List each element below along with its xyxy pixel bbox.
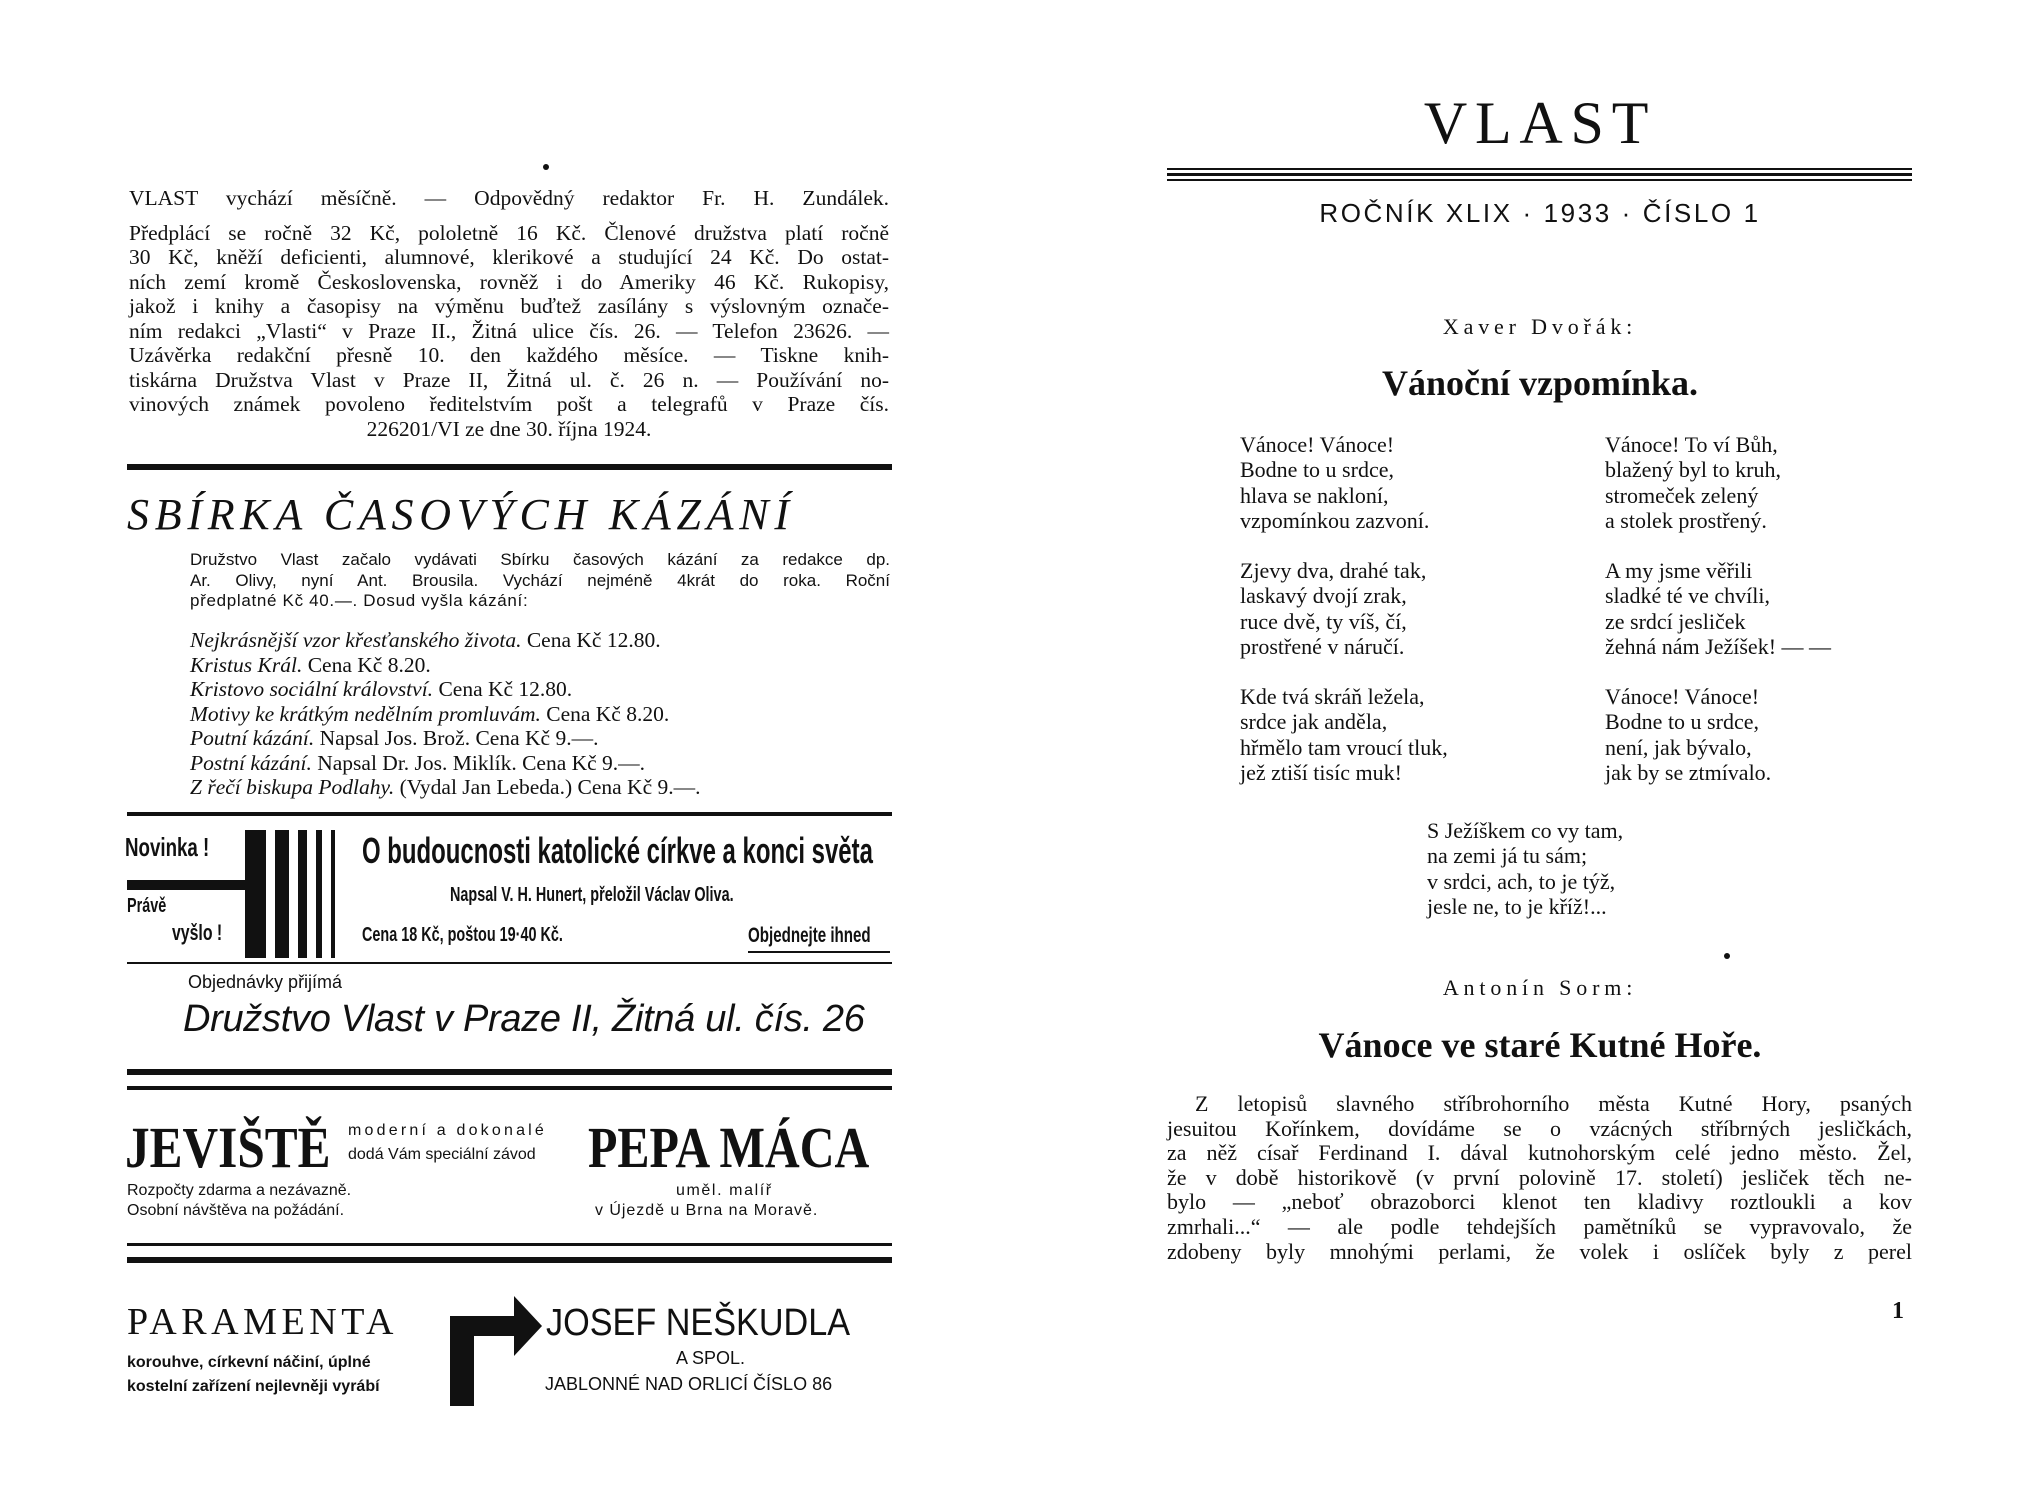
arrow-bar [245, 830, 266, 958]
article-title: Vánoce ve staré Kutné Hoře. [1318, 1025, 1762, 1065]
jeviste-info: uměl. malíř [676, 1182, 773, 1199]
article-author: Antonín Sorm: [1442, 975, 1638, 1000]
arrow-bar [298, 830, 307, 958]
sbirka-item-title: Kristovo sociální království. [190, 677, 434, 701]
sbirka-item-info: Cena Kč 8.20. [540, 701, 670, 726]
divider-rule [127, 1257, 892, 1263]
divider-rule [127, 1069, 892, 1075]
poem-line: Kde tvá skráň ležela, [1240, 684, 1425, 709]
body-line: bylo — „neboť obrazoborci klenot ten kladivy roztloukli a kov [1167, 1189, 1912, 1215]
novinka-book-title: O budoucnosti katolické církve a konci světa [362, 830, 873, 871]
poem-stanza [1240, 558, 1530, 659]
poem-line: blažený byl to kruh, [1605, 457, 1781, 483]
sbirka-item [190, 775, 890, 800]
issue-line: ROČNÍK XLIX · 1933 · ČÍSLO 1 [1319, 198, 1761, 228]
poem-line: Vánoce! Vánoce! [1605, 684, 1760, 709]
poem-line: S Ježíškem co vy tam, [1427, 818, 1624, 843]
arrow-icon [450, 1290, 546, 1406]
sbirka-item-info: (Vydal Jan Lebeda.) Cena Kč 9.—. [394, 775, 701, 799]
paramenta-title: PARAMENTA [127, 1301, 398, 1343]
sbirka-item [190, 653, 890, 678]
paramenta-spol: A SPOL. [676, 1348, 746, 1368]
novinka-order: Objednejte ihned [748, 924, 871, 947]
poem-line: A my jsme věřili [1605, 558, 1753, 583]
poem-line: hřmělo tam vroucí tluk, [1240, 734, 1448, 760]
sbirka-intro-line: předplatné Kč 40.—. Dosud vyšla kázání: [190, 591, 529, 610]
jeviste-subtitle: dodá Vám speciální závod [348, 1146, 536, 1163]
sbirka-item-info: Cena Kč 12.80. [521, 628, 661, 652]
body-line: jesuitou Kořínkem, dovídáme se o vzácných stříbrných jesličkách, [1167, 1115, 1912, 1141]
paramenta-info: kostelní zařízení nejlevněji vyrábí [127, 1378, 380, 1395]
masthead-rule [1167, 168, 1912, 170]
paramenta-info: korouhve, církevní náčiní, úplné [127, 1354, 371, 1371]
body-line: zdobeny byly mnohými perlami, že volek i oslíček byly z perel [1167, 1238, 1912, 1264]
masthead: VLAST [1423, 90, 1657, 156]
sbirka-item [190, 751, 890, 776]
poem-line: Bodne to u srdce, [1605, 709, 1759, 735]
objednavky-label: Objednávky přijímá [188, 972, 343, 992]
poem-line: žehná nám Ježíšek! — — [1605, 633, 1832, 659]
jeviste-title: JEVIŠTĚ [125, 1115, 331, 1180]
sbirka-item-title: Poutní kázání. [190, 726, 315, 750]
paramenta-company: JOSEF NEŠKUDLA [546, 1302, 851, 1344]
imprint-para-line: ních zemí kromě Československa, rovněž i do Ameriky 46 Kč. Rukopisy, [129, 269, 889, 294]
sbirka-item-title: Kristus Král. [190, 652, 303, 677]
novinka-label: Novinka ! [125, 832, 210, 862]
sbirka-item-info: Napsal Jos. Brož. Cena Kč 9.—. [314, 726, 599, 750]
poem-line: sladké té ve chvíli, [1605, 583, 1770, 609]
poem-line: v srdci, ach, to je týž, [1427, 868, 1616, 894]
imprint-para-line: Uzávěrka redakční přesně 10. den každého měsíce. — Tiskne knih- [129, 343, 889, 367]
poem-stanza [1240, 684, 1530, 785]
poem-line: srdce jak anděla, [1240, 709, 1388, 735]
jeviste-info: v Újezdě u Brna na Moravě. [595, 1202, 819, 1219]
masthead-rule [1167, 173, 1912, 176]
imprint-last-line: 226201/VI ze dne 30. října 1924. [366, 416, 652, 441]
poem-line: jak by se ztmívalo. [1605, 759, 1772, 785]
poem-line: vzpomínkou zazvoní. [1240, 507, 1430, 533]
sbirka-item-info: Cena Kč 12.80. [433, 677, 573, 701]
sbirka-item-title: Z řečí biskupa Podlahy. [190, 775, 395, 799]
poem-line: jesle ne, to je kříž!... [1427, 893, 1607, 919]
sbirka-item [190, 628, 890, 653]
body-line: že v době historikově (v první polovině 17. století) jesliček těch ne- [1167, 1164, 1912, 1190]
poem-line: Vánoce! Vánoce! [1240, 432, 1395, 457]
poem-line: Bodne to u srdce, [1240, 457, 1394, 483]
paramenta-address: JABLONNÉ NAD ORLICÍ ČÍSLO 86 [545, 1374, 833, 1394]
poem-line: Vánoce! To ví Bůh, [1605, 432, 1778, 457]
poem-line: jež ztiší tisíc muk! [1240, 759, 1402, 785]
divider-rule [127, 812, 892, 816]
poem-line: Zjevy dva, drahé tak, [1240, 558, 1427, 583]
poem-stanza [1605, 432, 1915, 533]
poem-line: a stolek prostřený. [1605, 507, 1767, 533]
jeviste-company: PEPA MÁCA [588, 1115, 870, 1180]
body-line: zmrhali...“ — ale podle tehdejších pamětníků se vypravovalo, že [1167, 1213, 1912, 1239]
poem-right-column [1605, 432, 1915, 785]
novinka-label: vyšlo ! [172, 920, 223, 945]
imprint-line-1: VLAST vychází měsíčně. — Odpovědný redaktor Fr. H. Zundálek. [129, 186, 889, 210]
sbirka-intro-line: Družstvo Vlast začalo vydávati Sbírku časových kázání za redakce dp. [190, 550, 890, 569]
sbirka-item-info: Cena Kč 8.20. [302, 652, 431, 677]
novinka-price: Cena 18 Kč, poštou 19·40 Kč. [362, 924, 563, 946]
article-body [1167, 1092, 1912, 1264]
sbirka-list [190, 628, 890, 800]
arrow-bar-horizontal [127, 880, 245, 890]
article-author: Xaver Dvořák: [1442, 314, 1638, 339]
poem-final-stanza [1427, 818, 1727, 919]
imprint-para-line: ním redakci „Vlasti“ v Praze II., Žitná ulice čís. 26. — Telefon 23626. — [129, 318, 889, 343]
divider-rule [127, 464, 892, 470]
ink-dot [543, 164, 549, 170]
imprint-para-line: Předplácí se ročně 32 Kč, pololetně 16 Kč. Členové družstva platí ročně [129, 220, 889, 245]
sbirka-item-title: Nejkrásnější vzor křesťanského života. [190, 628, 522, 652]
divider-rule [127, 1086, 892, 1090]
imprint-para-line: vinových známek povoleno ředitelstvím pošt a telegrafů v Praze čís. [129, 392, 889, 416]
jeviste-info: Rozpočty zdarma a nezávazně. [127, 1182, 352, 1199]
jeviste-subtitle: moderní a dokonalé [348, 1122, 548, 1139]
sbirka-item [190, 677, 890, 702]
jeviste-info: Osobní návštěva na požádání. [127, 1202, 345, 1219]
imprint-para-line: tiskárna Družstva Vlast v Praze II, Žitná ul. č. 26 n. — Používání no- [129, 367, 889, 392]
poem-stanza [1240, 432, 1530, 533]
masthead-rule [1167, 179, 1912, 181]
poem-line: prostřené v náručí. [1240, 633, 1405, 659]
sbirka-title: SBÍRKA ČASOVÝCH KÁZÁNÍ [127, 490, 795, 539]
imprint-block [129, 186, 889, 441]
body-line: Z letopisů slavného stříbrohorního města Kutné Hory, psaných [1195, 1091, 1912, 1116]
arrow-bar [316, 830, 322, 958]
poem-line: hlava se nakloní, [1240, 482, 1389, 508]
poem-line: není, jak bývalo, [1605, 734, 1752, 760]
arrow-bar [275, 830, 289, 958]
sbirka-item-info: Napsal Dr. Jos. Miklík. Cena Kč 9.—. [311, 750, 646, 775]
poem-line: ze srdcí jesliček [1605, 608, 1746, 634]
poem-left-column [1240, 432, 1530, 785]
poem-line: na zemi já tu sám; [1427, 843, 1588, 869]
ink-dot [1724, 953, 1730, 959]
poem-line: ruce dvě, ty víš, čí, [1240, 608, 1407, 634]
sbirka-item [190, 726, 890, 751]
poem-stanza [1605, 558, 1915, 659]
arrow-bar [331, 830, 335, 958]
novinka-book-author: Napsal V. H. Hunert, přeložil Václav Oliva. [450, 884, 734, 906]
sbirka-intro [190, 550, 890, 612]
article-title: Vánoční vzpomínka. [1381, 363, 1699, 403]
divider-rule [127, 962, 892, 964]
imprint-para-line: jakož i knihy a časopisy na výměnu buďtež zasílány s výslovným označe- [129, 294, 889, 318]
sbirka-intro-line: Ar. Olivy, nyní Ant. Brousila. Vychází nejméně 4krát do roka. Roční [190, 570, 890, 590]
poem-stanza [1605, 684, 1915, 785]
poem-line: stromeček zelený [1605, 482, 1759, 508]
objednavky-name: Družstvo Vlast v Praze II, Žitná ul. čís. 26 [183, 998, 865, 1040]
novinka-label: Právě [127, 895, 167, 917]
sbirka-item [190, 702, 890, 727]
divider-rule [127, 1243, 892, 1246]
order-underline [748, 951, 890, 953]
poem-line: laskavý dvojí zrak, [1240, 583, 1407, 609]
sbirka-item-title: Motivy ke krátkým nedělním promluvám. [190, 701, 541, 726]
page-number: 1 [1892, 1298, 1904, 1324]
imprint-para-line: 30 Kč, kněží deficienti, alumnové, klerikové a studující 24 Kč. Do ostat- [129, 245, 889, 269]
body-line: za něž císař Ferdinand I. dával kutnohorským celé jedno město. Žel, [1167, 1140, 1912, 1166]
sbirka-item-title: Postní kázání. [190, 750, 312, 775]
